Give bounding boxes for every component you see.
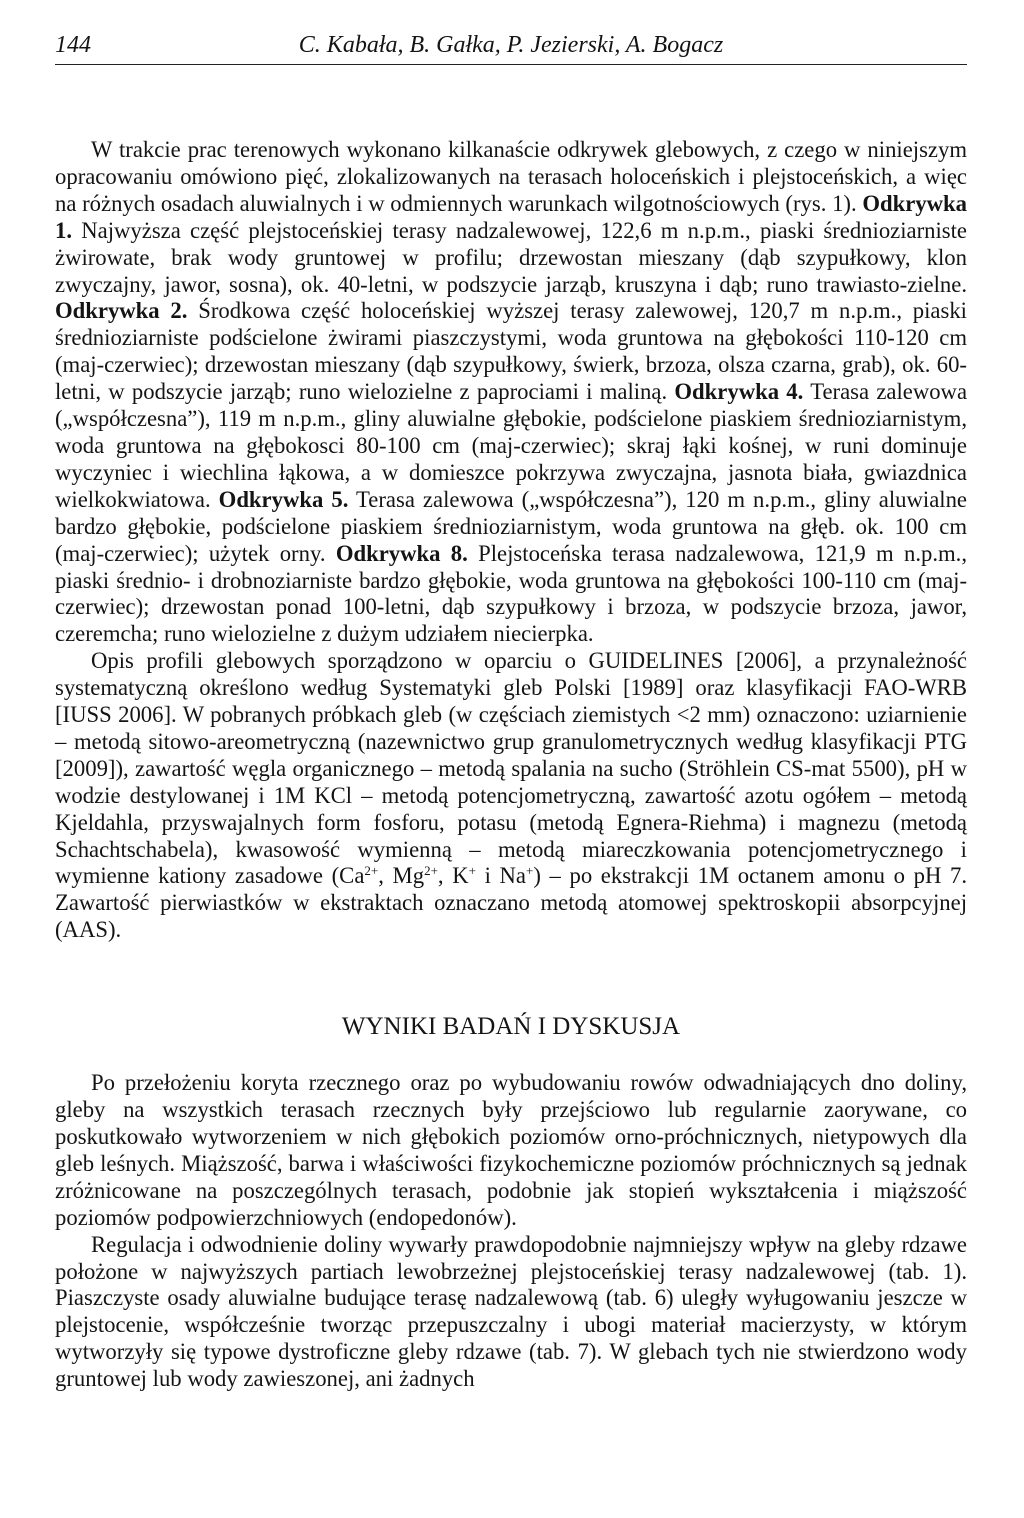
profile-4-label: Odkrywka 4. <box>674 379 804 405</box>
p2-text-5: ) – po ekstrakcji 1M octanem amonu o pH 7. Zawartość pierwiastków w ekstraktach oznaczano metodą atomowej spektroskopii absorpcyjnej (AAS). <box>55 863 967 943</box>
p1-sentence-2: Najwyższa część plejstoceńskiej terasy nadzalewowej, 122,6 m n.p.m., piaski średnioziarniste żwirowate, brak wody gruntowej w profilu; drzewostan mieszany (dąb szypułkowy, klon zwyczajny, jawor, sosna), ok. 40-letni, w podszycie jarząb, kruszyna i dąb; runo trawiasto-zielne. <box>55 217 968 297</box>
p1-sentence-5: Terasa zalewowa („współczesna”), 120 m n.p.m., gliny aluwialne bardzo głębokie, podścielone piaskiem średnioziarnistym, woda gruntowa na głęb. ok. 100 cm (maj-czerwiec); użytek orny. <box>55 486 967 566</box>
p1-sentence-6: Plejstoceńska terasa nadzalewowa, 121,9 m n.p.m., piaski średnio- i drobnoziarniste bardzo głębokie, woda gruntowa na głębokości 100-110 cm (maj-czerwiec); drzewostan ponad 100-letni, dąb szypułkowy i brzoza, w podszycie brzoza, jawor, czeremcha; runo wielozielne z dużym udziałem niecierpka. <box>55 540 967 647</box>
profile-5-label: Odkrywka 5. <box>218 486 349 512</box>
ca-charge: 2+ <box>364 863 379 879</box>
p1-sentence-3: Środkowa część holoceńskiej wyższej terasy zalewowej, 120,7 m n.p.m., piaski średnioziarniste podścielone żwirami piaszczystymi, woda gruntowa na głębokości 110-120 cm (maj-czerwiec); drzewostan mieszany (dąb szypułkowy, świerk, brzoza, olsza czarna, grab), ok. 60-letni, w podszycie jarząb; runo wielozielne z paprociami i maliną. <box>55 298 967 405</box>
p2-text-1: Opis profili glebowych sporządzono w oparciu o GUIDELINES [2006], a przynależność systematyczną określono według Systematyki gleb Polski [1989] oraz klasyfikacji FAO-WRB [IUSS 2006]. W pobranych próbkach gleb (w częściach ziemistych <2 mm) oznaczono: uziarnienie – metodą sitowo-areometryczną (nazewnictwo grup granulometrycznych według klasyfikacji PTG [2009]), zawartość węgla organicznego – metodą spalania na sucho (Ströhlein CS-mat 5500), pH w wodzie destylowanej i 1M KCl – metodą potencjometryczną, zawartość azotu ogółem – metodą Kjeldahla, przyswajalnych form fosforu, potasu (metodą Egnera-Riehma) i magnezu (metodą Schachtschabela), kwasowość wymienną – metodą miareczkowania potencjometrycznego i wymienne kationy zasadowe (Ca <box>55 648 967 889</box>
paragraph-results-2: Regulacja i odwodnienie doliny wywarły prawdopodobnie najmniejszy wpływ na gleby rdzawe położone w najwyższych partiach lewobrzeżnej plejstoceńskiej terasy nadzalewowej (tab. 1). Piaszczyste osady aluwialne budujące terasę nadzalewową (tab. 6) uległy wyługowaniu jeszcze w plejstocenie, współcześnie tworząc przepuszczalny i ubogi materiał macierzysty, w którym wytworzyły się typowe dystroficzne gleby rdzawe (tab. 7). W glebach tych nie stwierdzono wody gruntowej lub wody zawieszonej, ani żadnych <box>55 1231 967 1392</box>
p2-text-3: , K <box>437 863 469 889</box>
k-charge: + <box>468 863 476 879</box>
page-number: 144 <box>55 32 91 58</box>
paragraph-results-1: Po przełożeniu koryta rzecznego oraz po wybudowaniu rowów odwadniających dno doliny, gleby na wszystkich terasach rzecznych były przejściowo lub regularnie zaorywane, co poskutkowało wytworzeniem w nich głębokich poziomów orno-próchnicznych, nietypowych dla gleb leśnych. Miąższość, barwa i właściwości fizykochemiczne poziomów próchnicznych są jednak zróżnicowane na poszczególnych terasach, podobnie jak stopień wykształcenia i miąższość poziomów podpowierzchniowych (endopedonów). <box>55 1070 967 1230</box>
paragraph-methods <box>55 648 967 944</box>
na-charge: + <box>525 863 534 879</box>
p1-sentence-4: Terasa zalewowa („współczesna”), 119 m n.p.m., gliny aluwialne głębokie, podścielone piaskiem średnioziarnistym, woda gruntowa na głębokosci 80-100 cm (maj-czerwiec); skraj łąki kośnej, w runi dominuje wyczyniec i wiechlina łąkowa, a w domieszce pokrzywa zwyczajna, jasnota biała, gwiazdnica wielkokwiatowa. <box>55 379 968 512</box>
running-header-authors: C. Kabała, B. Gałka, P. Jezierski, A. Bogacz <box>298 32 724 58</box>
paragraph-site-descriptions <box>55 137 967 648</box>
p2-text-4: i Na <box>475 863 526 889</box>
running-header <box>55 30 967 65</box>
section-heading: WYNIKI BADAŃ I DYSKUSJA <box>341 1013 681 1041</box>
profile-8-label: Odkrywka 8. <box>335 540 468 566</box>
mg-charge: 2+ <box>424 863 438 879</box>
profile-1-label: Odkrywka 1. <box>55 190 967 243</box>
p2-text-2: , Mg <box>378 863 425 889</box>
p1-sentence-1: W trakcie prac terenowych wykonano kilkanaście odkrywek glebowych, z czego w niniejszym opracowaniu omówiono pięć, zlokalizowanych na terasach holoceńskich i plejstoceńskich, a więc na różnych osadach aluwialnych i w odmiennych warunkach wilgotnościowych (rys. 1). <box>55 137 967 216</box>
profile-2-label: Odkrywka 2. <box>55 298 188 324</box>
page <box>55 30 967 1393</box>
